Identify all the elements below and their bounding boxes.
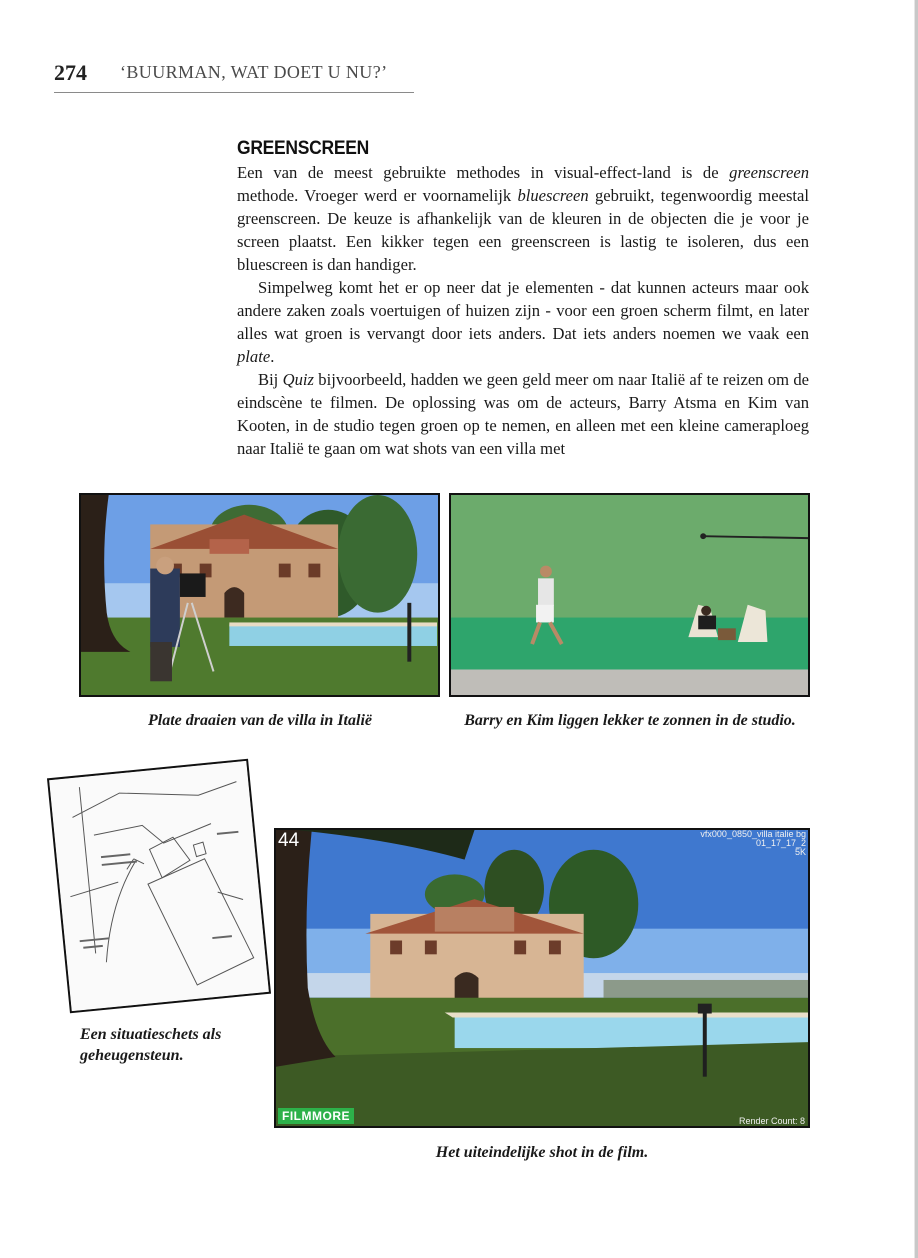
p1-emphasis-greenscreen: greenscreen bbox=[729, 163, 809, 182]
greenscreen-studio-photo bbox=[449, 493, 810, 697]
p1-text-b: methode. Vroeger werd er voornamelijk bbox=[237, 186, 518, 205]
villa-plate-image bbox=[81, 495, 438, 695]
body-text bbox=[237, 161, 809, 460]
situation-sketch-drawing bbox=[49, 761, 269, 1011]
p3-emphasis-quiz: Quiz bbox=[282, 370, 314, 389]
p3-text-b: bijvoorbeeld, hadden we geen geld meer om naar Italië af te reizen om de eindscène te filmen. De oplossing was om de acteurs, Barry Atsma en Kim van Kooten, in de studio tegen groen op te nemen, en alleen met een kleine cameraploeg naar Italië te gaan om wat shots van een villa met bbox=[237, 370, 809, 458]
paragraph-3 bbox=[237, 368, 809, 460]
vfx-tag-line-2: 01_17_17_2 bbox=[755, 838, 806, 848]
p3-text-a: Bij bbox=[258, 370, 283, 389]
p2-text-b: . bbox=[270, 347, 275, 366]
p2-emphasis-plate: plate bbox=[237, 347, 271, 366]
running-header bbox=[54, 58, 414, 93]
vfx-tag-line-1: vfx000_0850_villa italie bg bbox=[700, 829, 806, 839]
p1-emphasis-bluescreen: bluescreen bbox=[517, 186, 589, 205]
paragraph-2 bbox=[237, 276, 809, 368]
studio-caption: Barry en Kim liggen lekker te zonnen in de studio. bbox=[464, 712, 796, 729]
page-number: 274 bbox=[54, 60, 87, 85]
running-title: ‘BUURMAN, WAT DOET U NU?’ bbox=[120, 62, 388, 82]
villa-plate-photo bbox=[79, 493, 440, 697]
section-heading: GREENSCREEN bbox=[237, 138, 369, 159]
filmmore-badge: FILMMORE bbox=[278, 1108, 354, 1124]
paragraph-1 bbox=[237, 161, 809, 276]
plate-caption: Plate draaien van de villa in Italië bbox=[148, 712, 372, 729]
situation-sketch bbox=[47, 759, 271, 1014]
page-edge-shadow bbox=[914, 0, 915, 1258]
render-count: Render Count: 8 bbox=[738, 1116, 805, 1126]
p2-text-a: Simpelweg komt het er op neer dat je elementen - dat kunnen acteurs maar ook andere zaken zoals voertuigen of huizen zijn - voor een groen scherm filmt, en later alles wat groen is vervangt door iets anders. Dat iets anders noemen we vaak een bbox=[237, 278, 809, 343]
greenscreen-studio-image bbox=[451, 495, 808, 695]
final-shot-caption: Het uiteindelijke shot in de film. bbox=[435, 1144, 649, 1161]
sketch-caption: Een situatieschets als geheugensteun. bbox=[80, 1026, 222, 1064]
p1-text-a: Een van de meest gebruikte methodes in visual-effect-land is de bbox=[237, 163, 730, 182]
vfx-tag-line-3: 5K bbox=[794, 847, 806, 857]
frame-number: 44 bbox=[278, 830, 300, 851]
final-shot-photo bbox=[274, 828, 810, 1128]
vfx-shot-tag bbox=[676, 830, 806, 857]
p1-text-c: gebruikt, tegenwoordig meestal greenscreen. De keuze is afhankelijk van de kleuren in de objecten die je voor je screen plaatst. Een kikker tegen een greenscreen is lastig te isoleren, dus een bluescreen is dan handiger. bbox=[237, 186, 809, 274]
final-shot-image bbox=[276, 830, 808, 1126]
